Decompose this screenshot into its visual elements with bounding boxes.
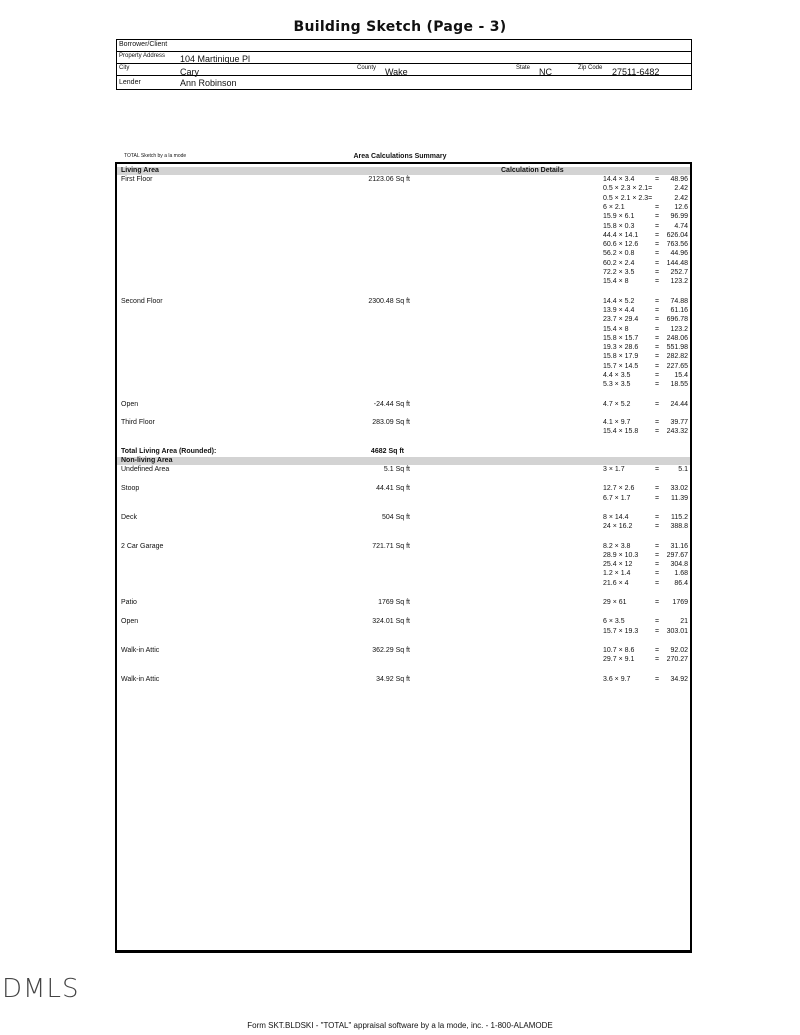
result-number: 5.1 [678, 466, 688, 473]
equals-sign: = [655, 523, 660, 531]
result-number: 252.7 [670, 269, 688, 276]
result-number: 86.4 [674, 579, 688, 587]
calc-expression: 8 × 14.4 [603, 513, 629, 521]
equals-sign: = [655, 599, 660, 606]
summary-title: Area Calculations Summary [353, 153, 447, 160]
result-number: 303.01 [666, 627, 688, 635]
calc-expression: 15.7 × 19.3 [603, 627, 639, 635]
equals-sign: = [655, 656, 660, 664]
result-number: 1.68 [674, 570, 688, 578]
area-value: 362.29 Sq ft [372, 646, 410, 654]
result-number: 227.65 [666, 362, 688, 370]
calc-expression: 25.4 × 12 [603, 561, 633, 569]
calc-expression: 23.7 × 29.4 [603, 316, 639, 324]
area-value: 5.1 Sq ft [383, 466, 410, 473]
calc-expression: 1.2 × 1.4 [603, 570, 631, 578]
result-number: 96.99 [670, 213, 688, 221]
calc-details-label: Calculation Details [501, 167, 564, 174]
result-number: 74.88 [670, 297, 688, 305]
area-value: 504 Sq ft [381, 513, 410, 521]
equals-sign: = [655, 418, 660, 426]
area-value: 721.71 Sq ft [372, 542, 410, 550]
result-number: 33.02 [670, 485, 688, 493]
county-label: County [357, 65, 377, 71]
equals-sign: = [655, 466, 660, 473]
result-number: 2.42 [674, 185, 688, 193]
result-number: 2.42 [674, 194, 688, 202]
calc-expression: 19.3 × 28.6 [603, 344, 639, 352]
equals-sign: = [655, 297, 660, 305]
calc-expression: 8.2 × 3.8 [603, 542, 631, 550]
calc-expression: 56.2 × 0.8 [603, 250, 635, 258]
area-name: Open [121, 400, 139, 408]
calc-expression: 28.9 × 10.3 [603, 551, 639, 559]
result-number: 24.44 [670, 400, 688, 408]
equals-sign: = [655, 570, 660, 578]
area-value: 324.01 Sq ft [372, 618, 410, 626]
area-name: Deck [121, 513, 137, 521]
equals-sign: = [655, 675, 660, 683]
result-number: 15.4 [674, 372, 688, 379]
borrower-row [117, 40, 691, 52]
property-header-table [116, 39, 692, 90]
living-area-header [117, 167, 690, 175]
calc-expression: 10.7 × 8.6 [603, 646, 635, 654]
area-name: Walk-in Attic [121, 646, 160, 654]
result-number: 18.55 [670, 381, 688, 389]
equals-sign: = [655, 344, 660, 352]
result-number: 763.56 [666, 241, 688, 249]
equals-sign: = [655, 316, 660, 324]
result-number: 144.48 [666, 259, 688, 267]
area-value: 44.41 Sq ft [376, 485, 410, 493]
equals-sign: = [655, 542, 660, 550]
city-label: City [119, 65, 130, 71]
result-number: 282.82 [666, 353, 688, 361]
equals-sign: = [655, 259, 660, 267]
result-number: 11.39 [671, 494, 688, 502]
equals-sign: = [655, 353, 660, 361]
result-number: 297.67 [666, 551, 688, 559]
calc-expression: 21.6 × 4 [603, 579, 629, 587]
equals-sign: = [655, 381, 660, 389]
calc-expression: 14.4 × 3.4 [603, 176, 635, 183]
lender-label: Lender [119, 79, 141, 86]
county-value: Wake [385, 67, 408, 77]
result-number: 551.98 [666, 344, 688, 352]
calc-expression: 12.7 × 2.6 [603, 485, 635, 493]
equals-sign: = [655, 646, 660, 654]
result-number: 48.96 [670, 176, 688, 183]
area-name: First Floor [121, 176, 153, 183]
borrower-label: Borrower/Client [119, 41, 168, 48]
equals-sign: = [655, 269, 660, 276]
calc-expression: 3 × 1.7 [603, 466, 625, 473]
calc-expression: 4.1 × 9.7 [603, 418, 631, 426]
calc-expression: 15.9 × 6.1 [603, 213, 635, 221]
calc-expression: 5.3 × 3.5 [603, 381, 631, 389]
area-name: Open [121, 618, 139, 626]
area-name: Stoop [121, 485, 140, 493]
calc-expression: 0.5 × 2.3 × 2.1= [603, 185, 653, 193]
city-value: Cary [180, 67, 200, 77]
total-living-label: Total Living Area (Rounded): [121, 448, 217, 455]
equals-sign: = [655, 494, 660, 502]
calc-expression: 4.7 × 5.2 [603, 400, 631, 408]
nonliving-area-header [117, 457, 690, 465]
lender-value: Ann Robinson [180, 78, 237, 88]
calc-expression: 15.8 × 17.9 [603, 353, 639, 361]
calc-expression: 6 × 3.5 [603, 618, 625, 626]
calc-expression: 13.9 × 4.4 [603, 306, 635, 314]
equals-sign: = [655, 213, 660, 221]
result-number: 243.32 [666, 428, 688, 436]
result-number: 270.27 [666, 656, 688, 664]
result-number: 44.96 [670, 250, 688, 258]
equals-sign: = [655, 222, 660, 230]
address-label: Property Address [119, 53, 166, 59]
calc-expression: 0.5 × 2.1 × 2.3= [603, 194, 653, 202]
result-number: 12.6 [674, 203, 688, 211]
area-name: Third Floor [121, 418, 155, 426]
equals-sign: = [655, 176, 660, 183]
area-value: 2123.06 Sq ft [368, 176, 410, 183]
equals-sign: = [655, 485, 660, 493]
sketch-software-label: TOTAL Sketch by a la mode [124, 153, 187, 159]
equals-sign: = [655, 618, 660, 626]
calc-expression: 29.7 × 9.1 [603, 656, 635, 664]
equals-sign: = [655, 551, 660, 559]
equals-sign: = [655, 334, 660, 342]
address-value: 104 Martinique Pl [180, 54, 251, 64]
result-number: 4.74 [674, 222, 688, 230]
area-value: 1769 Sq ft [378, 599, 410, 606]
zip-label: Zip Code [578, 65, 603, 71]
state-value: NC [539, 67, 552, 77]
calc-expression: 6 × 2.1 [603, 203, 625, 211]
result-number: 39.77 [670, 418, 688, 426]
calc-expression: 15.4 × 8 [603, 278, 629, 286]
result-number: 696.78 [666, 316, 688, 324]
equals-sign: = [655, 362, 660, 370]
calc-expression: 60.6 × 12.6 [603, 241, 639, 249]
equals-sign: = [655, 278, 660, 286]
result-number: 123.2 [670, 278, 688, 286]
area-name: 2 Car Garage [121, 542, 164, 550]
city-row [117, 64, 691, 76]
calc-expression: 15.8 × 15.7 [603, 334, 639, 342]
result-number: 388.8 [670, 523, 688, 531]
equals-sign: = [655, 241, 660, 249]
result-number: 115.2 [671, 513, 688, 521]
state-label: State [516, 65, 531, 71]
calc-expression: 24 × 16.2 [603, 523, 633, 531]
calc-expression: 15.8 × 0.3 [603, 222, 635, 230]
equals-sign: = [655, 250, 660, 258]
calc-expression: 4.4 × 3.5 [603, 372, 631, 379]
result-number: 248.06 [666, 334, 688, 342]
result-number: 34.92 [670, 675, 688, 683]
calc-expression: 6.7 × 1.7 [603, 494, 631, 502]
equals-sign: = [655, 561, 660, 569]
total-living-value: 4682 Sq ft [370, 448, 404, 455]
result-number: 123.2 [670, 325, 688, 333]
dmls-watermark: DMLS [2, 974, 80, 1004]
living-area-label: Living Area [121, 167, 159, 174]
area-value: -24.44 Sq ft [373, 400, 410, 408]
area-name: Walk-in Attic [121, 675, 160, 683]
calc-expression: 29 × 61 [603, 599, 627, 606]
area-value: 34.92 Sq ft [376, 675, 410, 683]
equals-sign: = [655, 325, 660, 333]
equals-sign: = [655, 203, 660, 211]
calc-expression: 14.4 × 5.2 [603, 297, 635, 305]
equals-sign: = [655, 513, 660, 521]
calc-expression: 60.2 × 2.4 [603, 259, 635, 267]
area-value: 2300.48 Sq ft [368, 297, 410, 305]
calc-expression: 15.7 × 14.5 [603, 362, 639, 370]
result-number: 626.04 [666, 231, 688, 239]
equals-sign: = [655, 428, 660, 436]
result-number: 21 [680, 618, 688, 626]
equals-sign: = [655, 306, 660, 314]
page-title: Building Sketch (Page - 3) [293, 19, 507, 35]
calc-expression: 3.6 × 9.7 [603, 675, 631, 683]
calc-expression: 15.4 × 15.8 [603, 428, 639, 436]
result-number: 92.02 [670, 646, 688, 654]
equals-sign: = [655, 627, 660, 635]
zip-value: 27511-6482 [612, 67, 660, 77]
address-row [117, 52, 691, 64]
form-footer: Form SKT.BLDSKI - "TOTAL" appraisal software by a la mode, inc. - 1-800-ALAMODE [247, 1021, 553, 1030]
calc-expression: 15.4 × 8 [603, 325, 629, 333]
result-number: 61.16 [670, 306, 688, 314]
nonliving-area-label: Non-living Area [121, 457, 173, 464]
equals-sign: = [655, 579, 660, 587]
equals-sign: = [655, 231, 660, 239]
area-name: Patio [121, 599, 137, 606]
area-name: Undefined Area [121, 466, 170, 473]
equals-sign: = [655, 372, 660, 379]
calc-expression: 72.2 × 3.5 [603, 269, 635, 276]
result-number: 31.16 [670, 542, 688, 550]
area-name: Second Floor [121, 297, 163, 305]
calc-expression: 44.4 × 14.1 [603, 231, 639, 239]
lender-row [117, 77, 691, 89]
result-number: 1769 [672, 599, 688, 606]
equals-sign: = [655, 400, 660, 408]
result-number: 304.8 [670, 561, 688, 569]
area-value: 283.09 Sq ft [372, 418, 410, 426]
